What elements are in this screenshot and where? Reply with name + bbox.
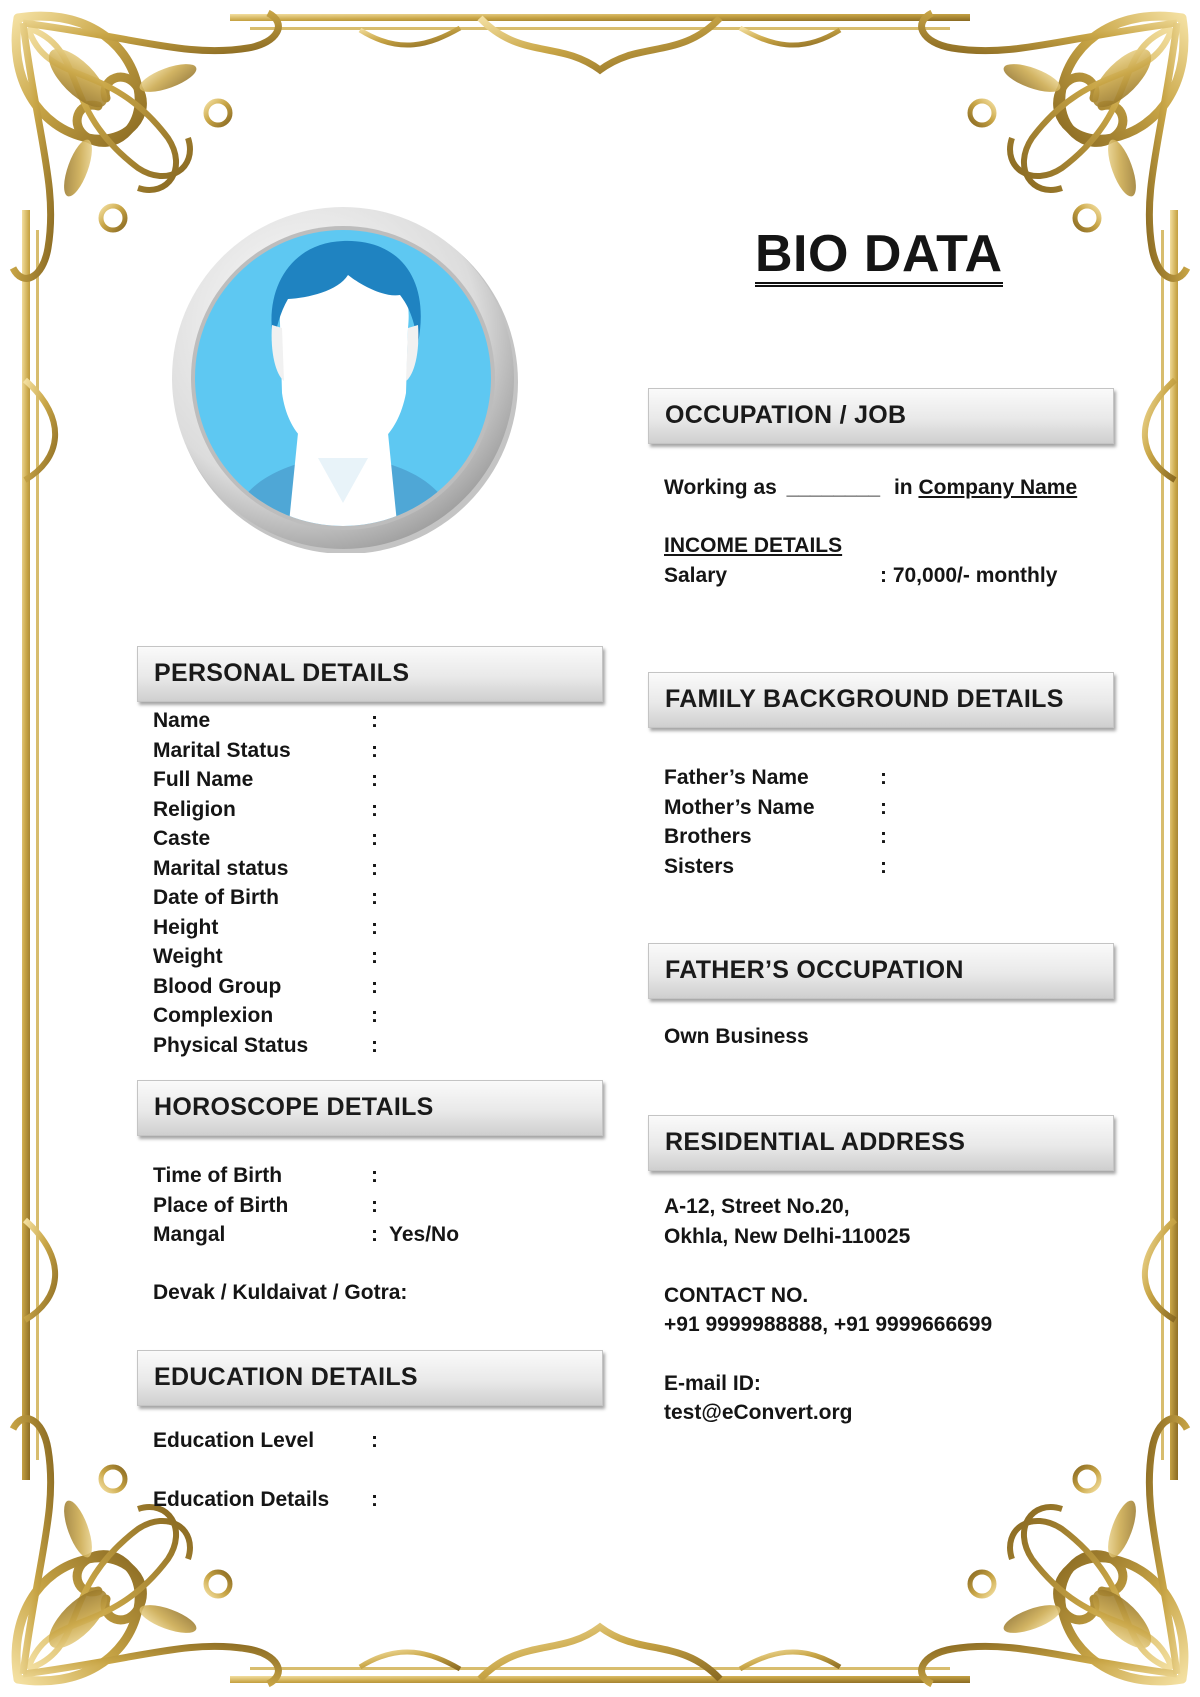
horoscope-details-heading: HOROSCOPE DETAILS (154, 1093, 434, 1121)
personal-detail-row (153, 1004, 593, 1033)
profile-photo[interactable] (168, 203, 518, 553)
education-details-header (137, 1350, 603, 1406)
personal-detail-row-colon: : (371, 945, 378, 968)
horoscope-detail-row-colon: : (371, 1223, 378, 1246)
personal-detail-row-colon: : (371, 768, 378, 791)
horoscope-detail-row-colon: : (371, 1164, 378, 1187)
family-background-heading: FAMILY BACKGROUND DETAILS (665, 685, 1064, 713)
horoscope-detail-row-label: Time of Birth (153, 1164, 283, 1187)
residential-address-header (648, 1115, 1114, 1171)
personal-detail-row-colon: : (371, 709, 378, 732)
in-label: in (893, 476, 913, 499)
horoscope-detail-row (153, 1223, 593, 1252)
address-line-1: A-12, Street No.20, (664, 1195, 850, 1218)
page-title: BIO DATA (755, 228, 1003, 287)
personal-detail-row-label: Date of Birth (153, 886, 279, 909)
personal-detail-row-label: Marital status (153, 856, 289, 880)
working-as-label: Working as (664, 476, 777, 499)
education-detail-row (153, 1429, 593, 1458)
salary-value: : 70,000/- monthly (880, 564, 1058, 587)
address-line-2: Okhla, New Delhi-110025 (664, 1225, 911, 1248)
occupation-header (648, 388, 1114, 444)
personal-detail-row-label: Full Name (153, 768, 254, 791)
horoscope-detail-row-label: Mangal (153, 1223, 226, 1246)
personal-detail-row (153, 768, 593, 797)
horoscope-details-header (137, 1080, 603, 1136)
education-detail-row-label: Education Level (153, 1429, 315, 1452)
personal-detail-row (153, 916, 593, 945)
education-details-heading: EDUCATION DETAILS (154, 1363, 418, 1391)
email-value[interactable]: test@eConvert.org (664, 1401, 853, 1424)
horoscope-detail-row (153, 1194, 593, 1223)
family-detail-row-colon: : (880, 766, 887, 789)
horoscope-details-list (153, 1164, 593, 1254)
horoscope-detail-row-value[interactable]: Yes/No (389, 1223, 460, 1246)
personal-detail-row-label: Complexion (153, 1004, 274, 1027)
residential-address-heading: RESIDENTIAL ADDRESS (665, 1128, 966, 1156)
personal-detail-row-colon: : (371, 974, 378, 998)
horoscope-detail-row-label: Place of Birth (153, 1193, 289, 1217)
personal-detail-row (153, 857, 593, 886)
personal-detail-row-colon: : (371, 827, 378, 850)
personal-detail-row-label: Weight (153, 945, 223, 968)
personal-detail-row-label: Marital Status (153, 738, 291, 762)
personal-detail-row-colon: : (371, 1004, 378, 1027)
education-detail-row-label: Education Details (153, 1488, 330, 1511)
personal-detail-row-label: Physical Status (153, 1033, 309, 1057)
education-detail-row-colon: : (371, 1488, 378, 1511)
email-label: E-mail ID: (664, 1372, 761, 1395)
salary-label: Salary (664, 564, 728, 587)
avatar-placeholder-icon (168, 203, 518, 553)
personal-detail-row-label: Blood Group (153, 974, 282, 998)
company-name[interactable]: Company Name (918, 476, 1078, 499)
personal-detail-row-colon: : (371, 797, 378, 821)
family-background-header (648, 672, 1114, 728)
personal-detail-row-colon: : (371, 915, 378, 939)
horoscope-detail-row (153, 1164, 593, 1193)
occupation-heading: OCCUPATION / JOB (665, 401, 907, 429)
income-heading: INCOME DETAILS (664, 534, 843, 557)
family-detail-row-colon: : (880, 825, 887, 848)
contact-label: CONTACT NO. (664, 1284, 809, 1307)
personal-detail-row (153, 827, 593, 856)
personal-detail-row (153, 739, 593, 768)
personal-detail-row-label: Height (153, 915, 219, 939)
family-detail-row-label: Sisters (664, 854, 735, 878)
personal-detail-row-colon: : (371, 1033, 378, 1057)
personal-detail-row-label: Religion (153, 797, 236, 821)
father-occupation-text: Own Business (664, 1025, 809, 1048)
family-detail-row-colon: : (880, 854, 887, 878)
personal-detail-row (153, 798, 593, 827)
personal-detail-row-colon: : (371, 856, 378, 880)
personal-detail-row-label: Name (153, 709, 211, 732)
personal-detail-row-colon: : (371, 738, 378, 762)
personal-detail-row (153, 709, 593, 738)
personal-detail-row (153, 975, 593, 1004)
personal-detail-row (153, 886, 593, 915)
family-detail-row (664, 796, 1104, 825)
education-details-list (153, 1429, 593, 1549)
education-detail-row (153, 1488, 593, 1517)
personal-detail-row (153, 1034, 593, 1063)
family-detail-row (664, 855, 1104, 884)
personal-detail-row (153, 945, 593, 974)
personal-detail-row-colon: : (371, 886, 378, 909)
personal-details-heading: PERSONAL DETAILS (154, 659, 410, 687)
personal-details-header (137, 646, 603, 702)
family-detail-row (664, 825, 1104, 854)
horoscope-detail-row-colon: : (371, 1193, 378, 1217)
family-detail-row (664, 766, 1104, 795)
family-detail-row-label: Mother’s Name (664, 795, 815, 819)
father-occupation-header (648, 943, 1114, 999)
education-detail-row-colon: : (371, 1429, 378, 1452)
working-as-line (664, 476, 1077, 500)
father-occupation-heading: FATHER’S OCCUPATION (665, 956, 964, 984)
gotra-label: Devak / Kuldaivat / Gotra: (153, 1281, 408, 1304)
family-detail-row-label: Father’s Name (664, 766, 809, 789)
family-details-list (664, 766, 1104, 886)
contact-value: +91 9999988888, +91 9999666699 (664, 1313, 993, 1336)
personal-detail-row-label: Caste (153, 827, 211, 850)
family-detail-row-label: Brothers (664, 825, 752, 848)
personal-details-list (153, 709, 593, 1069)
family-detail-row-colon: : (880, 795, 887, 819)
job-title-blank[interactable]: ________ (786, 476, 881, 499)
